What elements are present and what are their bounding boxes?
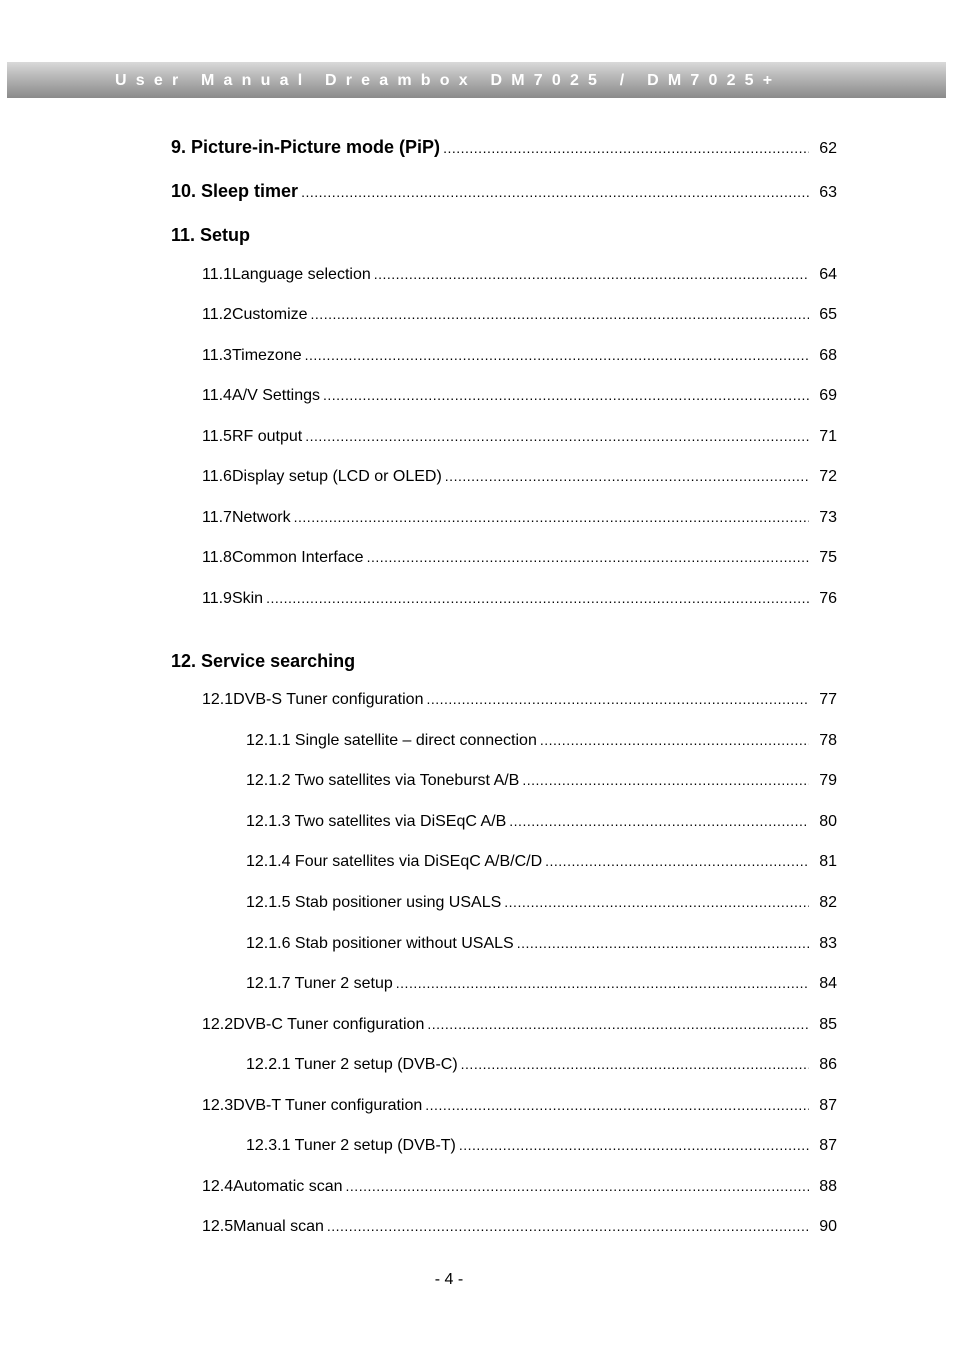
toc-entry-title: DVB-T Tuner configuration [233,1097,423,1114]
toc-subsection-12-3-1[interactable] [246,1134,837,1156]
toc-chapter-11[interactable] [171,224,837,246]
dot-leader [294,506,809,528]
toc-section-11-6[interactable] [202,465,837,487]
dot-leader [459,1134,809,1156]
toc-entry-title: 12.1.4 Four satellites via DiSEqC A/B/C/D [246,853,543,870]
toc-entry-title: Language selection [231,266,371,283]
toc-entry-page: 72 [819,468,837,485]
toc-entry-number: 11.3 [202,347,232,364]
toc-entry-page: 88 [819,1178,837,1195]
toc-section-11-8[interactable] [202,546,837,568]
dot-leader [504,891,809,913]
toc-entry-page: 84 [819,975,837,992]
toc-entry-number: 11.7 [202,509,232,526]
toc-entry-number: 11.6 [202,468,232,485]
toc-subsection-12-1-2[interactable] [246,769,837,791]
toc-entry-page: 87 [819,1137,837,1154]
toc-entry-number: 11.4 [202,387,232,404]
toc-subsection-12-1-3[interactable] [246,810,837,832]
toc-entry-page: 69 [819,387,837,404]
dot-leader [509,810,809,832]
dot-leader [540,729,809,751]
dot-leader [346,1175,809,1197]
toc-entry-page: 87 [819,1097,837,1114]
toc-entry-number: 11.8 [202,549,232,566]
dot-leader [522,769,809,791]
toc-entry-number: 12.4 [202,1178,234,1195]
toc-entry-title: Display setup (LCD or OLED) [231,468,442,485]
dot-leader [461,1053,809,1075]
toc-entry-page: 76 [819,590,837,607]
toc-entry-title: DVB-S Tuner configuration [233,691,424,708]
toc-entry-page: 85 [819,1016,837,1033]
dot-leader [443,137,809,159]
dot-leader [445,465,809,487]
toc-subsection-12-1-7[interactable] [246,972,837,994]
dot-leader [545,850,809,872]
toc-entry-page: 75 [819,549,837,566]
toc-subsection-12-2-1[interactable] [246,1053,837,1075]
toc-entry-page: 80 [819,813,837,830]
toc-section-12-5[interactable] [202,1215,837,1237]
toc-entry-title: 12.1.2 Two satellites via Toneburst A/B [246,772,520,789]
toc-entry-number: 11.1 [202,266,232,283]
dot-leader [374,263,809,285]
dot-leader [301,181,809,203]
dot-leader [517,932,809,954]
dot-leader [426,688,809,710]
dot-leader [305,344,809,366]
toc-entry-number: 12.5 [202,1218,234,1235]
toc-entry-number: 12.2 [202,1016,234,1033]
toc-chapter-12[interactable] [171,650,837,672]
toc-entry-page: 73 [819,509,837,526]
toc-section-11-9[interactable] [202,587,837,609]
toc-entry-page: 63 [819,184,837,201]
toc-section-11-4[interactable] [202,384,837,406]
toc-section-11-3[interactable] [202,344,837,366]
toc-entry-title: 9. Picture-in-Picture mode (PiP) [171,137,441,157]
dot-leader [427,1013,809,1035]
toc-entry-page: 62 [819,140,837,157]
toc-entry-page: 81 [819,853,837,870]
toc-entry-page: 86 [819,1056,837,1073]
toc-entry-title: 12. Service searching [171,651,356,671]
toc-entry-page: 65 [819,306,837,323]
toc-entry-page: 77 [819,691,837,708]
toc-section-12-1[interactable] [202,688,837,710]
toc-subsection-12-1-1[interactable] [246,729,837,751]
toc-entry-page: 79 [819,772,837,789]
toc-section-12-3[interactable] [202,1094,837,1116]
toc-entry-title: 12.1.7 Tuner 2 setup [246,975,393,992]
toc-entry-title: 12.3.1 Tuner 2 setup (DVB-T) [246,1137,456,1154]
toc-entry-title: 12.1.6 Stab positioner without USALS [246,935,514,952]
toc-entry-title: Skin [231,590,264,607]
toc-chapter-10[interactable] [171,180,837,202]
toc-section-12-4[interactable] [202,1175,837,1197]
toc-subsection-12-1-6[interactable] [246,932,837,954]
dot-leader [425,1094,809,1116]
toc-entry-number: 11.2 [202,306,232,323]
toc-subsection-12-1-4[interactable] [246,850,837,872]
toc-entry-page: 78 [819,732,837,749]
header-title: User Manual Dreambox DM7025 / DM7025+ [115,72,782,89]
toc-entry-page: 71 [819,428,837,445]
toc-chapter-9[interactable] [171,136,837,158]
toc-entry-title: RF output [231,428,303,445]
toc-entry-title: 12.2.1 Tuner 2 setup (DVB-C) [246,1056,458,1073]
toc-entry-page: 68 [819,347,837,364]
dot-leader [305,425,809,447]
toc-entry-page: 82 [819,894,837,911]
toc-section-12-2[interactable] [202,1013,837,1035]
toc-section-11-1[interactable] [202,263,837,285]
toc-entry-title: Network [231,509,291,526]
page-number: - 4 - [434,1271,464,1288]
toc-entry-title: Automatic scan [233,1178,343,1195]
toc-entry-title: Customize [231,306,308,323]
toc-entry-title: 12.1.1 Single satellite – direct connection [246,732,537,749]
dot-leader [396,972,809,994]
toc-entry-page: 83 [819,935,837,952]
toc-entry-page: 90 [819,1218,837,1235]
toc-entry-title: Common Interface [231,549,364,566]
toc-entry-page: 64 [819,266,837,283]
toc-entry-title: 12.1.3 Two satellites via DiSEqC A/B [246,813,507,830]
toc-entry-title: 12.1.5 Stab positioner using USALS [246,894,502,911]
toc-entry-title: Timezone [231,347,302,364]
dot-leader [311,303,809,325]
toc-section-11-5[interactable] [202,425,837,447]
toc-section-11-7[interactable] [202,506,837,528]
dot-leader [367,546,809,568]
toc-entry-number: 11.9 [202,590,232,607]
toc-section-11-2[interactable] [202,303,837,325]
toc-entry-number: 12.1 [202,691,234,708]
toc-entry-title: A/V Settings [231,387,320,404]
dot-leader [327,1215,809,1237]
dot-leader [323,384,809,406]
dot-leader [266,587,809,609]
toc-entry-number: 12.3 [202,1097,234,1114]
toc-subsection-12-1-5[interactable] [246,891,837,913]
toc-entry-title: 10. Sleep timer [171,181,299,201]
toc-entry-title: 11. Setup [171,225,251,245]
toc-entry-title: DVB-C Tuner configuration [233,1016,425,1033]
toc-entry-title: Manual scan [233,1218,324,1235]
toc-entry-number: 11.5 [202,428,232,445]
